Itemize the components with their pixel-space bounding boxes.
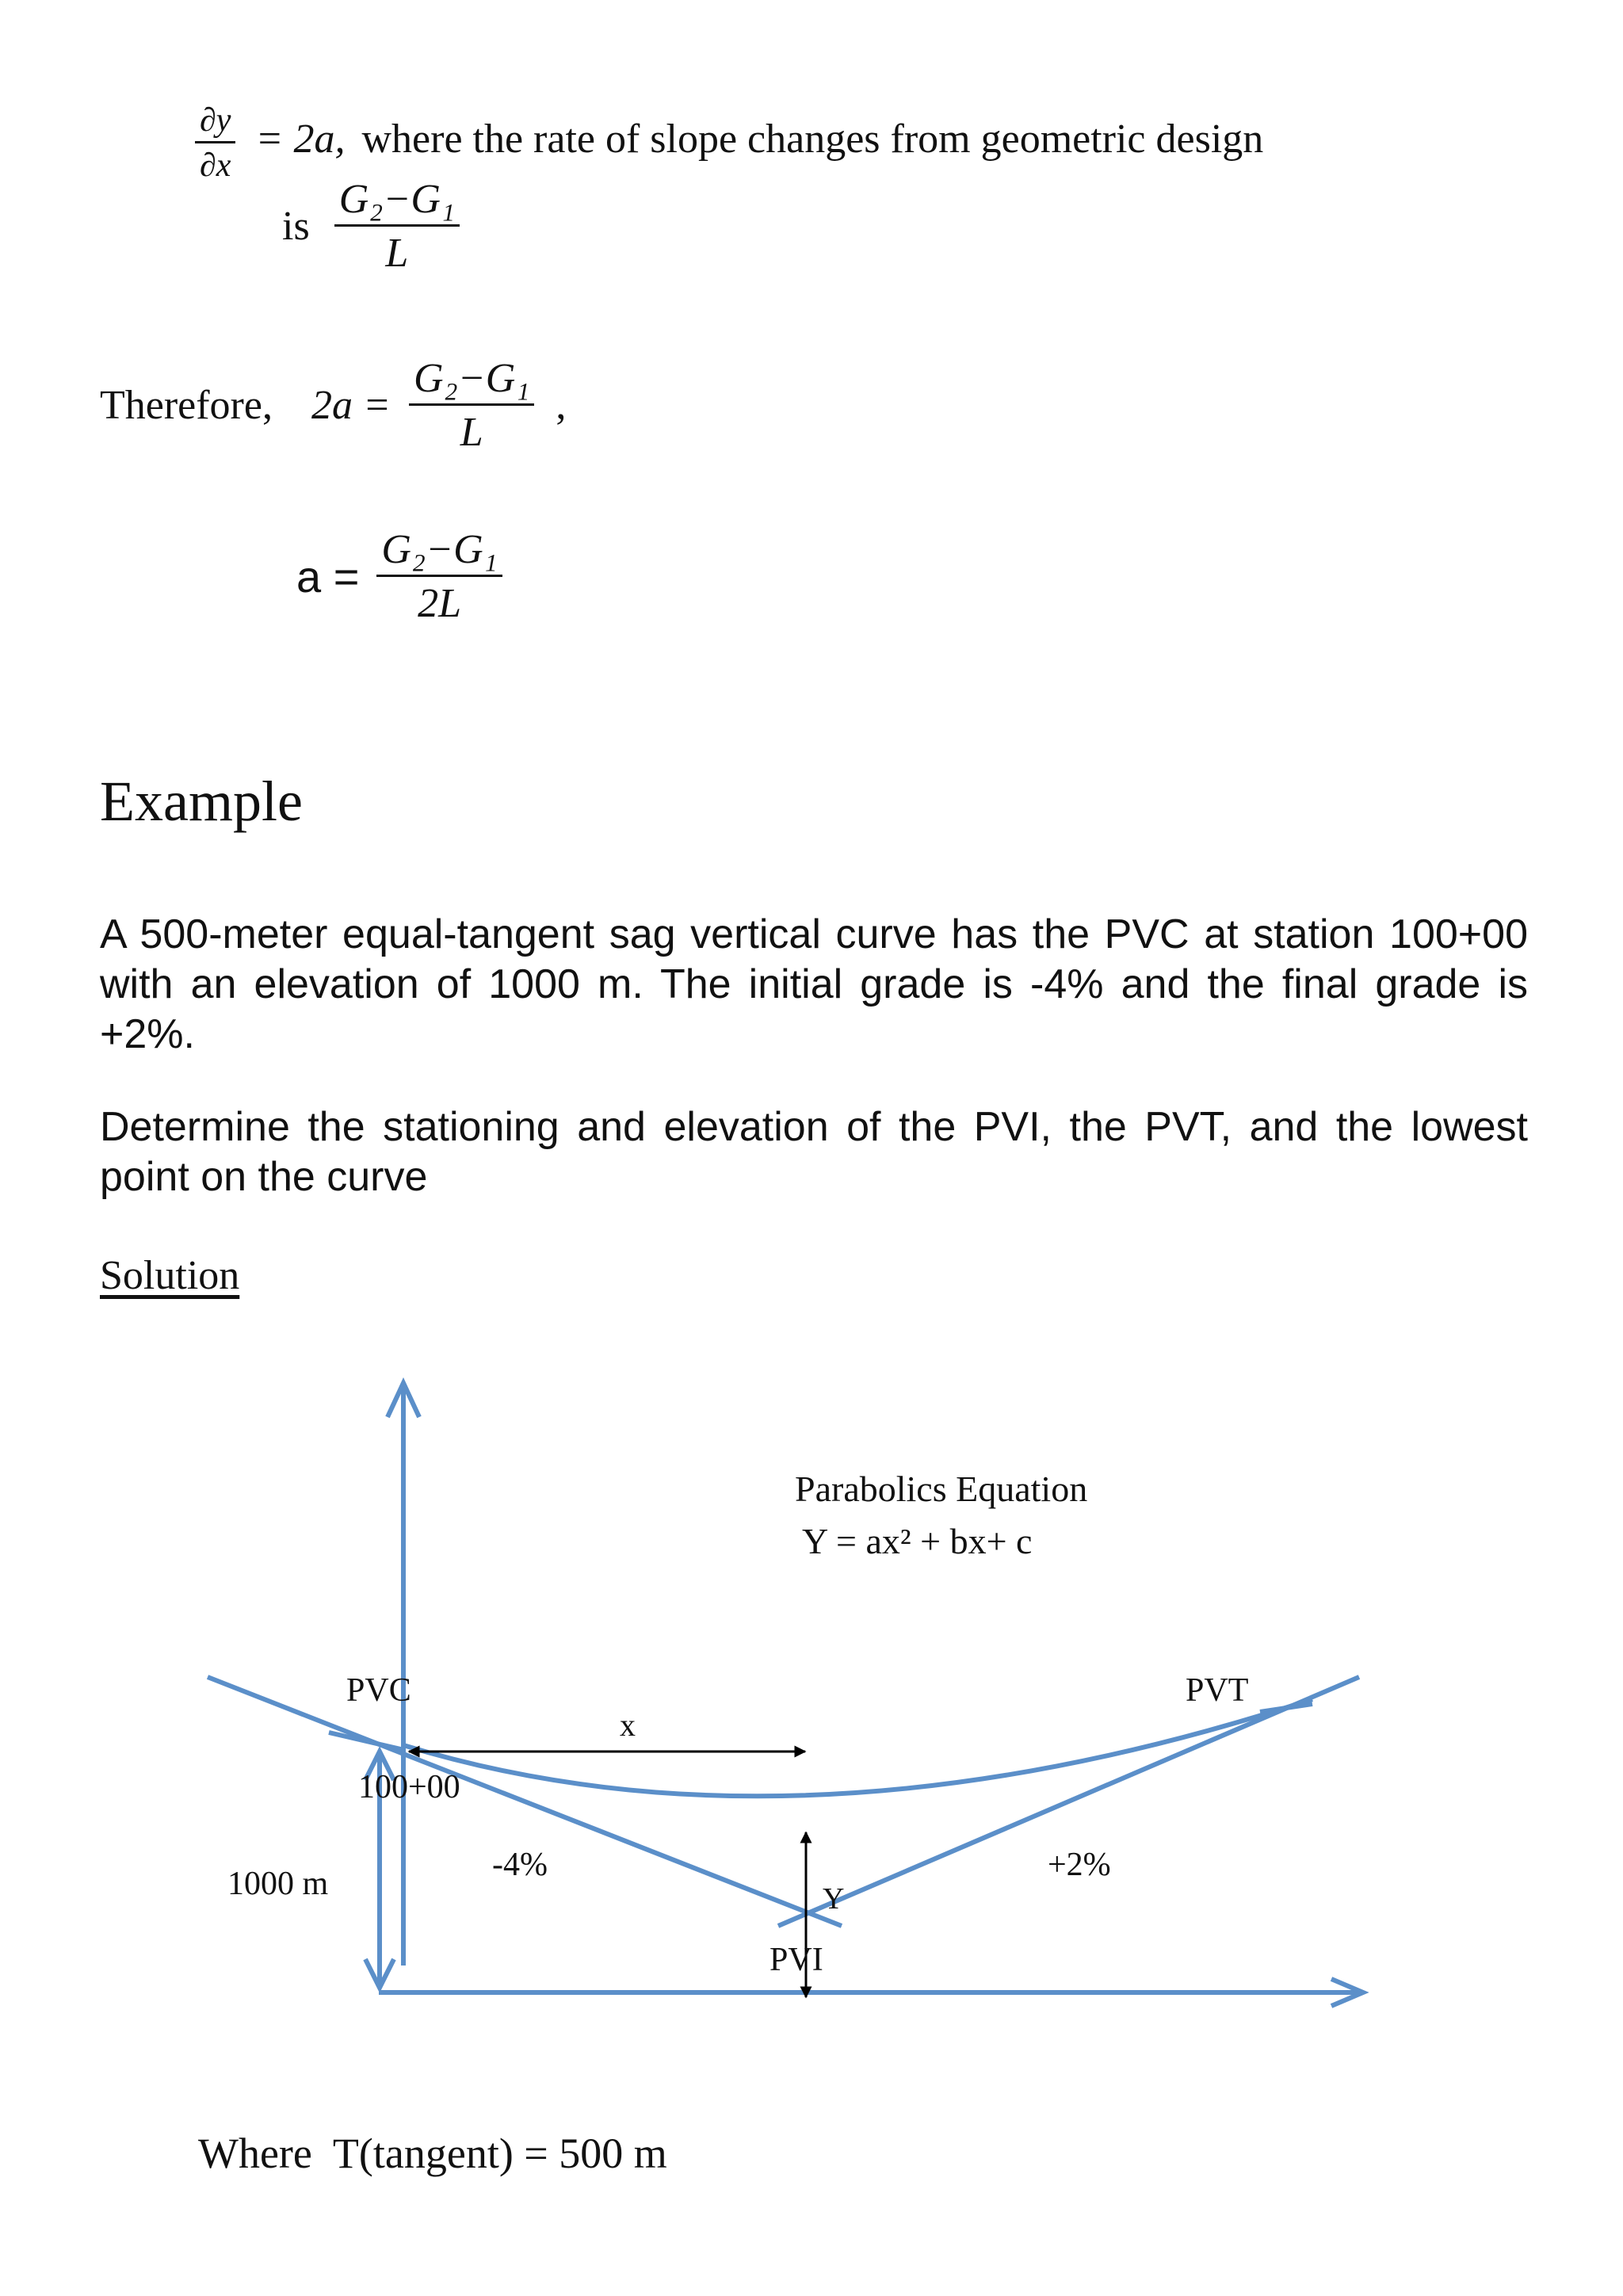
therefore-denominator: L bbox=[460, 410, 483, 455]
derivative-explanation: where the rate of slope changes from geometric design bbox=[361, 117, 1264, 162]
elevation-label: 1000 m bbox=[227, 1866, 329, 1902]
sag-curve bbox=[403, 1699, 1312, 1796]
rate-numerator: G₂−G₁ bbox=[334, 176, 460, 227]
is-word: is bbox=[282, 204, 310, 249]
partial-derivative-denominator: ∂x bbox=[200, 147, 231, 184]
example-heading: Example bbox=[100, 770, 303, 833]
grade1-label: -4% bbox=[492, 1847, 548, 1883]
task-paragraph: Determine the stationing and elevation of the PVI, the PVT, and the lowest point on the curve bbox=[100, 1104, 1528, 1200]
pvi-label: PVI bbox=[769, 1942, 823, 1978]
equation-title: Parabolics Equation bbox=[795, 1469, 1088, 1509]
a-lhs: a = bbox=[296, 552, 360, 602]
problem-paragraph: A 500-meter equal-tangent sag vertical curve has the PVC at station 100+00 with an elevation of 1000 m. The initial grade is -4% and the final grade is +2%. bbox=[100, 911, 1528, 1057]
pvc-label: PVC bbox=[346, 1672, 411, 1709]
therefore-lhs: 2a = bbox=[311, 383, 391, 428]
y-label: Y bbox=[823, 1882, 845, 1916]
pvc-tick bbox=[329, 1733, 404, 1750]
grade2-label: +2% bbox=[1048, 1847, 1111, 1883]
therefore-numerator: G₂−G₁ bbox=[409, 355, 534, 406]
rate-denominator: L bbox=[385, 231, 409, 276]
pvt-label: PVT bbox=[1186, 1672, 1249, 1709]
therefore-word: Therefore, bbox=[100, 383, 273, 428]
derivative-rhs: = 2a, bbox=[255, 117, 346, 162]
tangent-note: Where T(tangent) = 500 m bbox=[198, 2130, 667, 2177]
a-denominator: 2L bbox=[418, 581, 462, 626]
a-numerator: G₂−G₁ bbox=[376, 526, 502, 577]
partial-derivative-numerator: ∂y bbox=[195, 101, 235, 143]
station-label: 100+00 bbox=[358, 1769, 460, 1805]
solution-label: Solution bbox=[100, 1253, 240, 1298]
x-label: x bbox=[620, 1707, 636, 1743]
parabola-equation: Y = ax² + bx+ c bbox=[802, 1521, 1033, 1561]
therefore-comma: , bbox=[556, 383, 567, 428]
